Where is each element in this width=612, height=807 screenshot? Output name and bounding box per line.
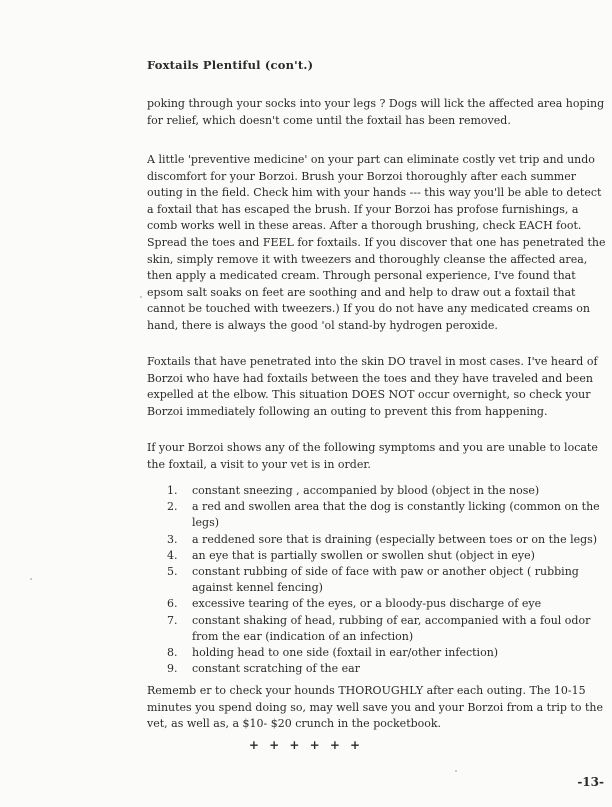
paragraph-4: If your Borzoi shows any of the following symptoms and you are unable to locate the foxtail, a visit to your vet is in order. xyxy=(147,441,598,471)
list-item-number: 5. xyxy=(167,565,178,579)
paragraph-2: A little 'preventive medicine' on your part can eliminate costly vet trip and undo discomfort for your Borzoi. Brush your Borzoi thoroughly after each summer outing in the field. Check him with your hands --- this way you'll be able to detect a foxtail that has escaped the brush. If your Borzoi has profose furnishings, a comb works well in these areas. After a thorough brushing, check EACH foot. Spread the toes and FEEL for foxtails. If you discover that one has penetrated the skin, simply remove it with tweezers and thoroughly cleanse the affected area, then apply a medicated cream. Through personal experience, I've found that epsom salt soaks on feet are soothing and and help to draw out a foxtail that cannot be touched with tweezers.) If you do not have any medicated creams on hand, there is always the good 'ol stand-by hydrogen peroxide. xyxy=(147,153,606,332)
list-item xyxy=(167,645,607,661)
list-item-text: constant shaking of head, rubbing of ear, accompanied with a foul odor from the ear (indication of an infection) xyxy=(192,613,591,643)
list-item xyxy=(167,532,607,548)
list-item-number: 6. xyxy=(167,597,178,611)
paragraph-3: Foxtails that have penetrated into the skin DO travel in most cases. I've heard of Borzoi who have had foxtails between the toes and they have traveled and been expelled at the elbow. This situation DOES NOT occur overnight, so check your Borzoi immediately following an outing to prevent this from happening. xyxy=(147,355,598,418)
paragraph-5: Rememb er to check your hounds THOROUGHLY after each outing. The 10-15 minutes you spend doing so, may well save you and your Borzoi from a trip to the vet, as well as, a $10- $20 crunch in the pocketbook. xyxy=(147,684,603,731)
list-item-number: 4. xyxy=(167,548,178,562)
list-item-text: constant sneezing , accompanied by blood (object in the nose) xyxy=(192,484,540,497)
scan-speck xyxy=(140,296,142,298)
scan-speck xyxy=(30,578,32,580)
list-item-number: 8. xyxy=(167,646,178,660)
list-item xyxy=(167,661,607,677)
symptoms-list xyxy=(167,483,607,677)
list-item xyxy=(167,483,607,499)
list-item xyxy=(167,499,607,531)
list-item xyxy=(167,564,607,596)
scan-speck xyxy=(455,770,457,772)
list-item-text: a red and swollen area that the dog is constantly licking (common on the legs) xyxy=(192,500,600,530)
page-title: Foxtails Plentiful (con't.) xyxy=(147,58,314,72)
list-item-text: a reddened sore that is draining (especially between toes or on the legs) xyxy=(192,532,598,546)
paragraph-1: poking through your socks into your legs ? Dogs will lick the affected area hoping for relief, which doesn't come until the foxtail has been removed. xyxy=(147,97,605,127)
list-item-text: constant scratching of the ear xyxy=(192,662,360,676)
list-item-text: an eye that is partially swollen or swollen shut (object in eye) xyxy=(192,548,535,562)
page-number: -13- xyxy=(577,775,604,789)
list-item-number: 3. xyxy=(167,532,178,546)
list-item-number: 2. xyxy=(167,500,178,514)
list-item xyxy=(167,548,607,564)
list-item-number: 9. xyxy=(167,662,178,676)
list-item-number: 1. xyxy=(167,484,178,497)
list-item-text: holding head to one side (foxtail in ear/other infection) xyxy=(192,646,499,660)
list-item xyxy=(167,596,607,612)
list-item xyxy=(167,613,607,645)
list-item-text: excessive tearing of the eyes, or a bloody-pus discharge of eye xyxy=(192,597,542,611)
list-item-text: constant rubbing of side of face with paw or another object ( rubbing against kennel fencing) xyxy=(192,565,579,595)
section-end-mark: + + + + + + xyxy=(248,738,364,752)
list-item-number: 7. xyxy=(167,613,178,627)
